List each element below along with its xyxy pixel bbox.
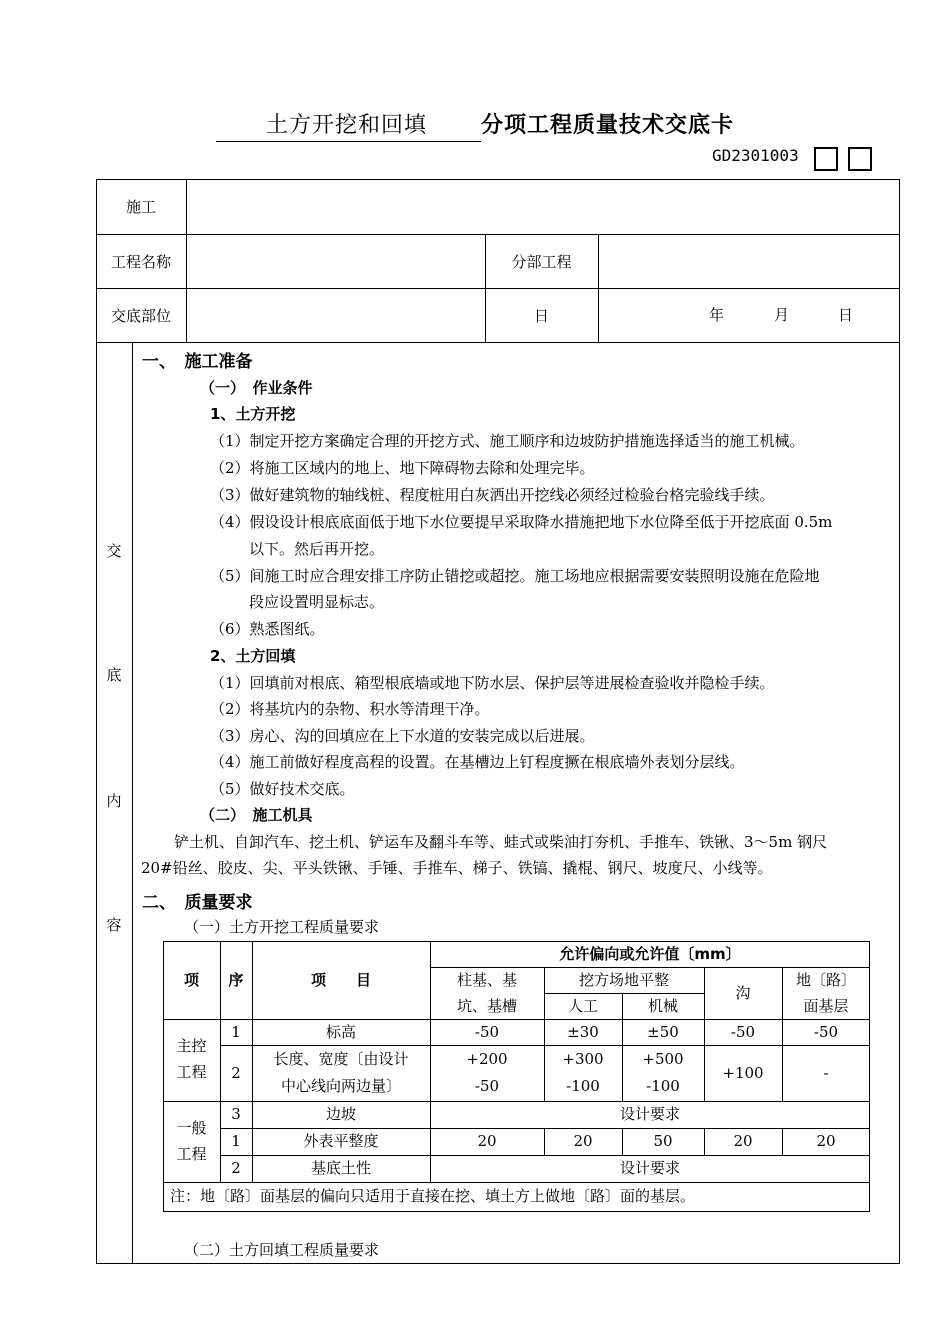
divider (96, 342, 900, 343)
list-item: （4）施工前做好程度高程的设置。在基槽边上钉程度撅在根底墙外表划分层线。 (210, 753, 745, 771)
col-ditch: 沟 (735, 984, 751, 1002)
table-cell: +100 (722, 1064, 764, 1082)
table-cell: -50 (474, 1023, 500, 1041)
table-cell: 20 (477, 1132, 497, 1150)
paragraph-heading: 2、土方回填 (210, 647, 296, 665)
table-cell: 1 (231, 1023, 241, 1041)
col-seq: 序 (228, 971, 244, 989)
table-cell: -100 (646, 1077, 680, 1095)
list-item: （2）将施工区域内的地上、地下障碍物去除和处理完毕。 (210, 459, 595, 477)
group-general: 一般 (176, 1119, 207, 1137)
table-cell: -50 (813, 1023, 839, 1041)
paragraph-heading: 1、土方开挖 (210, 405, 296, 423)
list-item: （1）制定开挖方案确定合理的开挖方式、施工顺序和边坡防护措施选择适当的施工机械。 (210, 432, 805, 450)
col-road: 地〔路〕 (795, 971, 856, 989)
list-item-continued: 以下。然后再开挖。 (249, 540, 385, 558)
table-cell: ±30 (567, 1023, 599, 1041)
list-item: （5）间施工时应合理安排工序防止错挖或超挖。施工场地应根据需要安装照明设施在危险地 (210, 567, 820, 585)
subsection-heading: （一） 作业条件 (200, 379, 313, 397)
table-cell: 1 (231, 1132, 241, 1150)
construction-field[interactable] (187, 179, 900, 234)
divider (132, 342, 133, 1264)
table-cell: 50 (653, 1132, 673, 1150)
side-label: 内 (106, 792, 122, 810)
project-name-field[interactable] (187, 234, 485, 288)
table-caption: （二）土方回填工程质量要求 (184, 1241, 380, 1259)
table-cell: 2 (231, 1159, 241, 1177)
side-label: 底 (106, 666, 122, 684)
division-label: 分部工程 (511, 252, 572, 271)
list-item-continued: 段应设置明显标志。 (249, 593, 385, 611)
subsection-heading: （二） 施工机具 (200, 806, 313, 824)
table-cell: 20 (816, 1132, 836, 1150)
table-cell: 20 (733, 1132, 753, 1150)
table-note: 注：地〔路〕面基层的偏向只适用于直接在挖、填土方上做地〔路〕面的基层。 (170, 1187, 696, 1205)
tools-text: 20#铅丝、胶皮、尖、平头铁锹、手锤、手推车、梯子、铁镐、撬棍、钢尺、坡度尺、小线等。 (141, 859, 773, 877)
group-main: 工程 (176, 1063, 207, 1081)
col-manual: 人工 (567, 997, 598, 1015)
location-field[interactable] (187, 288, 485, 342)
table-cell: 设计要求 (619, 1159, 680, 1177)
table-cell: 2 (231, 1064, 241, 1082)
table-cell: 长度、宽度〔由设计 (273, 1050, 409, 1068)
col-site: 挖方场地平整 (578, 971, 669, 989)
construction-label: 施工 (125, 198, 156, 216)
list-item: （3）房心、沟的回填应在上下水道的安装完成以后进展。 (210, 727, 595, 745)
table-cell: ±50 (647, 1023, 679, 1041)
col-pit: 柱基、基 (456, 971, 517, 989)
list-item: （6）熟悉图纸。 (210, 620, 325, 638)
table-cell: 中心线向两边量〕 (280, 1077, 401, 1095)
table-cell: 标高 (325, 1023, 356, 1041)
division-field[interactable] (599, 234, 900, 288)
tools-text: 铲土机、自卸汽车、挖土机、铲运车及翻斗车等、蛙式或柴油打夯机、手推车、铁锹、3～5m 钢尺 (174, 833, 828, 851)
table-cell: - (823, 1064, 829, 1082)
divider (163, 1182, 870, 1183)
table-cell: 边坡 (325, 1105, 356, 1123)
section-heading: 二、 质量要求 (142, 893, 253, 913)
list-item: （5）做好技术交底。 (210, 780, 355, 798)
list-item: （2）将基坑内的杂物、积水等清理干净。 (210, 700, 490, 718)
table-cell: 3 (231, 1105, 241, 1123)
side-label: 交 (106, 542, 122, 560)
table-cell: -50 (474, 1077, 500, 1095)
list-item: （1）回填前对根底、箱型根底墙或地下防水层、保护层等进展检查验收并隐检手续。 (210, 674, 775, 692)
section-heading: 一、 施工准备 (142, 352, 253, 372)
checkbox-2[interactable] (848, 147, 872, 171)
table-cell: 外表平整度 (303, 1132, 379, 1150)
table-cell: 20 (573, 1132, 593, 1150)
document-code: GD2301003 (712, 146, 799, 165)
list-item: （3）做好建筑物的轴线桩、程度桩用白灰洒出开挖线必须经过检验台格完验线手续。 (210, 486, 775, 504)
list-item: （4）假设设计根底底面低于地下水位要提早采取降水措施把地下水位降至低于开挖底面 0.5m (210, 513, 833, 531)
table-caption: （一）土方开挖工程质量要求 (184, 918, 380, 936)
date-day: 日 (838, 306, 854, 324)
table-cell: +500 (642, 1050, 684, 1068)
allow-header: 允许偏向或允许值〔mm〕 (559, 945, 741, 963)
group-general: 工程 (176, 1145, 207, 1163)
title-underlined: 土方开挖和回填 (216, 108, 481, 142)
day-label: 日 (533, 306, 549, 325)
col-name: 项 目 (310, 971, 371, 989)
date-month: 月 (774, 306, 790, 324)
table-cell: -50 (730, 1023, 756, 1041)
side-label: 容 (106, 916, 122, 934)
group-main: 主控 (176, 1037, 207, 1055)
page-title (0, 108, 950, 142)
table-cell: +300 (562, 1050, 604, 1068)
title-bold: 分项工程质量技术交底卡 (481, 113, 735, 138)
col-road: 面基层 (803, 997, 849, 1015)
table-cell: 基底土性 (310, 1159, 371, 1177)
checkbox-1[interactable] (814, 147, 838, 171)
table-cell: +200 (466, 1050, 508, 1068)
col-pit: 坑、基槽 (456, 997, 517, 1015)
date-year: 年 (709, 306, 725, 324)
col-item: 项 (183, 971, 199, 989)
table-cell: 设计要求 (619, 1105, 680, 1123)
project-name-label: 工程名称 (110, 252, 171, 271)
col-machine: 机械 (647, 997, 678, 1015)
table-cell: -100 (566, 1077, 600, 1095)
location-label: 交底部位 (110, 306, 171, 325)
